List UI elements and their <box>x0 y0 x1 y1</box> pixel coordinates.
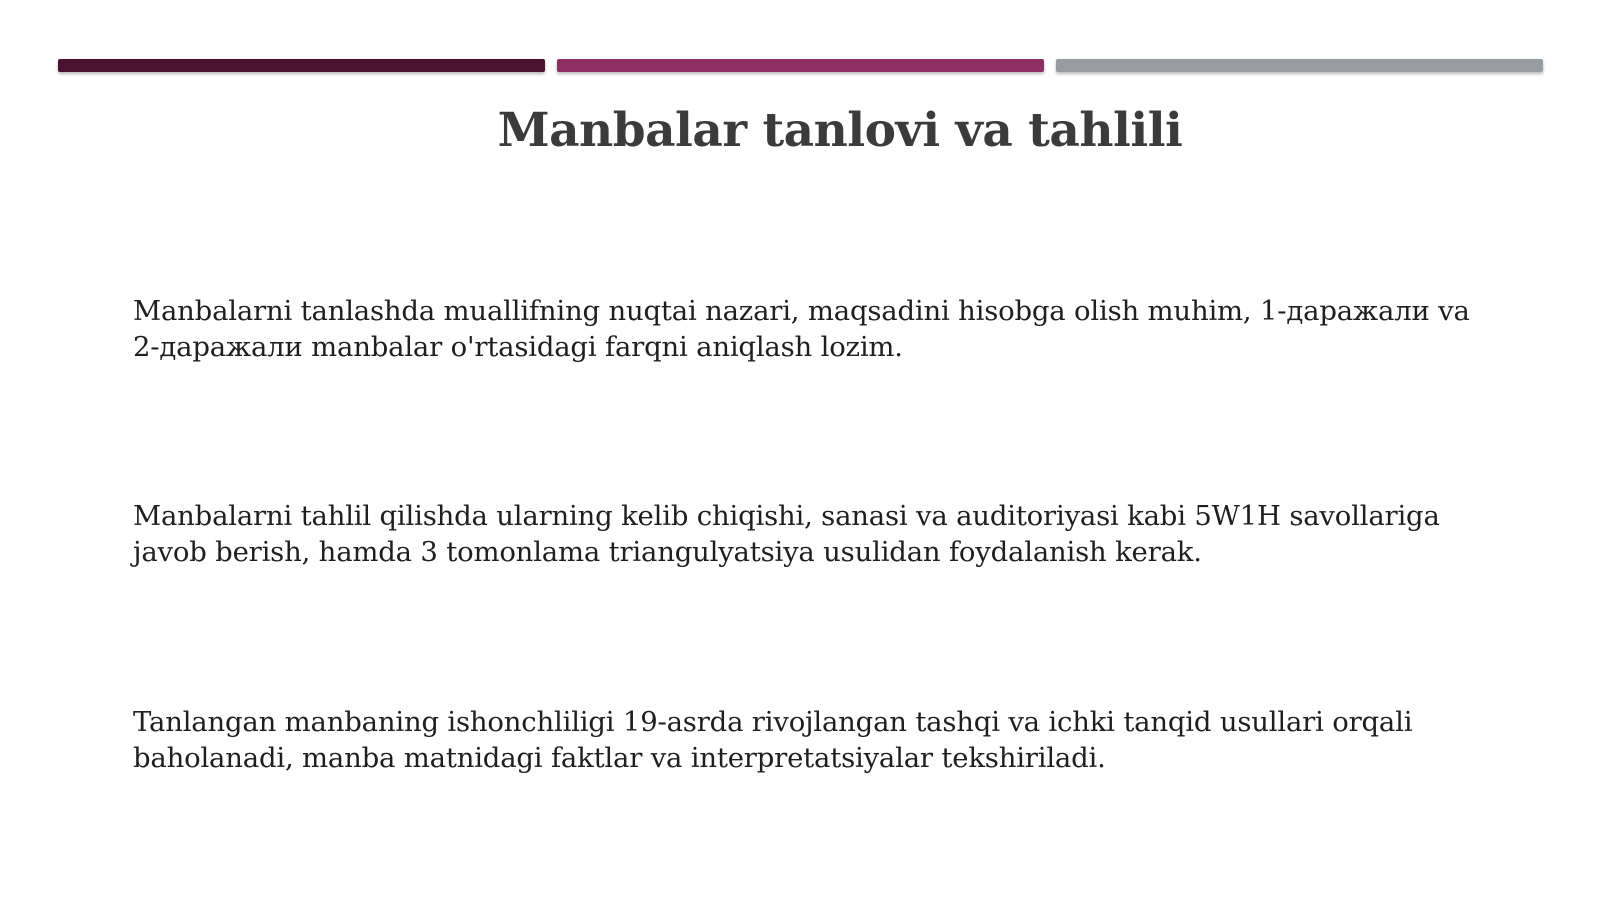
slide-title: Manbalar tanlovi va tahlili <box>497 103 1183 158</box>
body-paragraph-1: Manbalarni tanlashda muallifning nuqtai nazari, maqsadini hisobga olish muhim, 1-даражали va 2-даражали manbalar o'rtasidagi farqni aniqlash lozim. <box>133 295 1470 363</box>
body-paragraph-2: Manbalarni tahlil qilishda ularning kelib chiqishi, sanasi va auditoriyasi kabi 5W1H savollariga javob berish, hamda 3 tomonlama triangulyatsiya usulidan foydalanish kerak. <box>133 500 1440 568</box>
body-paragraph-3: Tanlangan manbaning ishonchliligi 19-asrda rivojlangan tashqi va ichki tanqid usullari orqali baholanadi, manba matnidagi faktlar va interpretatsiyalar tekshiriladi. <box>133 706 1413 774</box>
accent-bar-magenta <box>557 59 1044 72</box>
accent-bar-gray <box>1056 59 1543 72</box>
accent-bar-dark <box>58 59 545 72</box>
